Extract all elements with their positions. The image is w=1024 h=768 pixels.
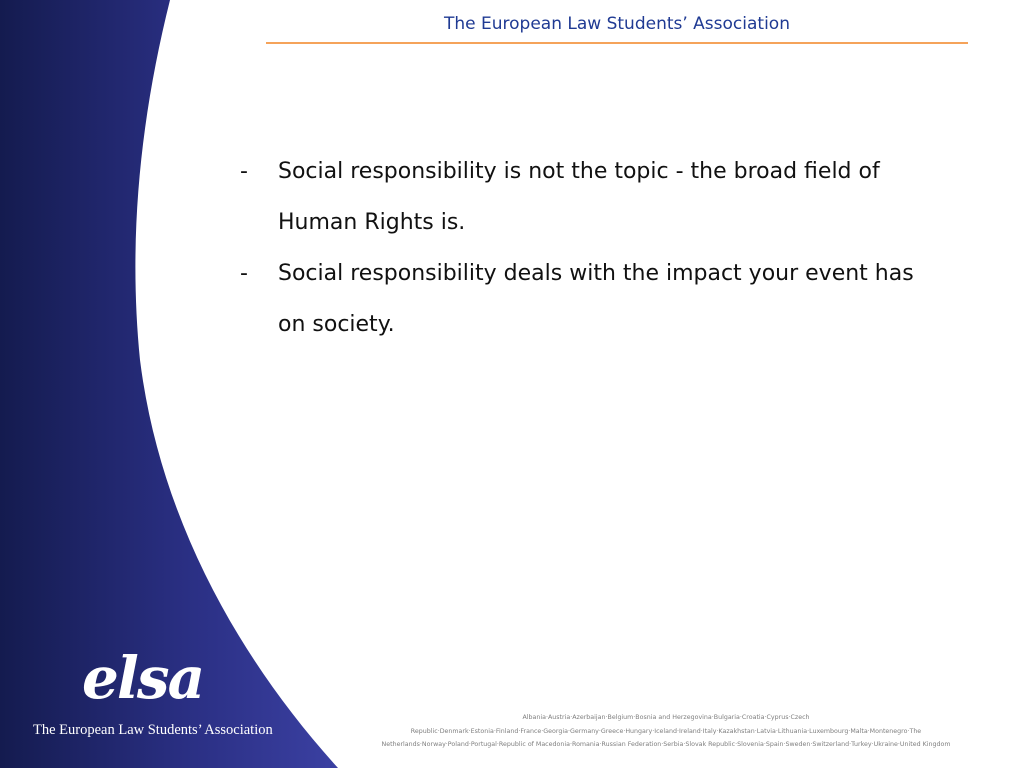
header-divider [266,42,968,44]
bullet-marker: - [240,159,248,184]
bullet-text: Social responsibility deals with the impact your event has on society. [278,261,914,337]
logo-tagline: The European Law Students’ Association [33,722,273,738]
bullet-marker: - [240,261,248,286]
bullet-item [236,248,936,350]
bullet-item [236,146,936,248]
member-countries-list: Albania·Austria·Azerbaijan·Belgium·Bosnia and Herzegovina·Bulgaria·Croatia·Cyprus·Czech Republic·Denmark·Estonia·Finland·France·Georgia·Germany·Greece·Hungary·Iceland·Ireland·Italy·Kazakhstan·Latvia·Lithuania·Luxembourg·Malta·Montenegro·The Netherlands·Norway·Poland·Portugal·Republic of Macedonia·Romania·Russian Federation·Serbia·Slovak Republic·Slovenia·Spain·Sweden·Switzerland·Turkey·Ukraine·United Kingdom [381,714,951,748]
elsa-logo: elsa [82,644,204,712]
bullet-text: Social responsibility is not the topic - the broad field of Human Rights is. [278,159,880,235]
bullet-list [236,146,936,350]
page-header-title: The European Law Students’ Association [444,14,790,34]
